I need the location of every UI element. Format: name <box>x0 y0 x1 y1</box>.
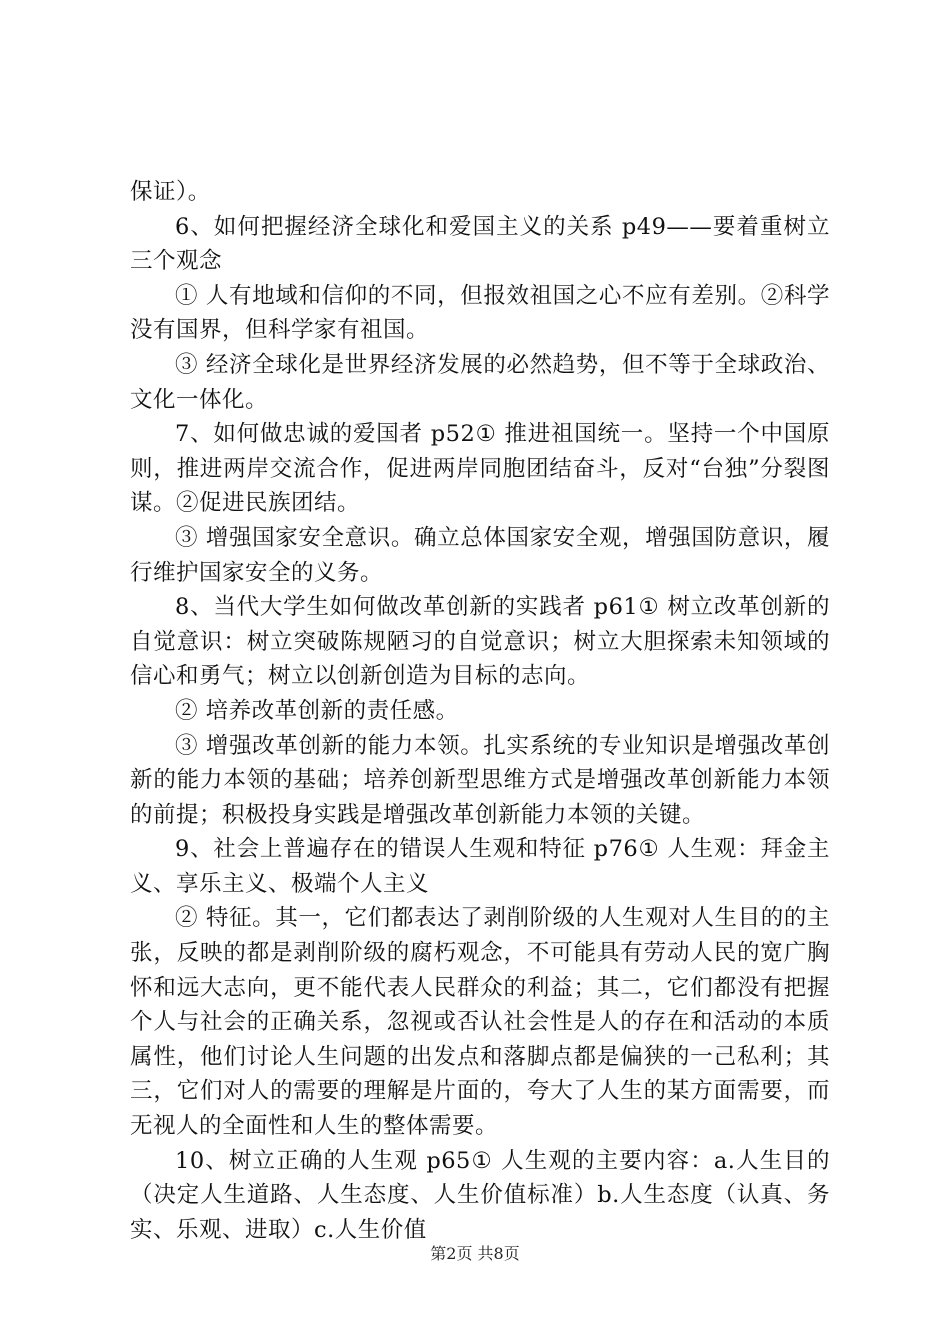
page-number-footer: 第2页 共8页 <box>430 1244 520 1263</box>
paragraph-7: 8、当代大学生如何做改革创新的实践者 p61① 树立改革创新的自觉意识：树立突破陈规陋习的自觉意识；树立大胆探索未知领域的信心和勇气；树立以创新创造为目标的志向。 <box>130 594 830 690</box>
paragraph-4: ③ 经济全球化是世界经济发展的必然趋势，但不等于全球政治、文化一体化。 <box>130 351 830 413</box>
paragraph-6: ③ 增强国家安全意识。确立总体国家安全观，增强国防意识，履行维护国家安全的义务。 <box>130 524 830 586</box>
paragraph-5: 7、如何做忠诚的爱国者 p52① 推进祖国统一。坚持一个中国原则，推进两岸交流合作，促进两岸同胞团结奋斗，反对“台独”分裂图谋。②促进民族团结。 <box>130 421 830 517</box>
paragraph-2: 6、如何把握经济全球化和爱国主义的关系 p49——要着重树立三个观念 <box>130 213 830 275</box>
paragraph-9: ③ 增强改革创新的能力本领。扎实系统的专业知识是增强改革创新的能力本领的基础；培养创新型思维方式是增强改革创新能力本领的前提；积极投身实践是增强改革创新能力本领的关键。 <box>130 732 830 828</box>
paragraph-11: ② 特征。其一，它们都表达了剥削阶级的人生观对人生目的的主张，反映的都是剥削阶级的腐朽观念，不可能具有劳动人民的宽广胸怀和远大志向，更不能代表人民群众的利益；其二，它们都没有把握个人与社会的正确关系，忽视或否认社会性是人的存在和活动的本质属性，他们讨论人生问题的出发点和落脚点都是偏狭的一己私利；其三，它们对人的需要的理解是片面的，夸大了人生的某方面需要，而无视人的全面性和人生的整体需要。 <box>130 905 830 1140</box>
paragraph-3: ① 人有地域和信仰的不同，但报效祖国之心不应有差别。②科学没有国界，但科学家有祖国。 <box>130 282 830 344</box>
paragraph-12: 10、树立正确的人生观 p65① 人生观的主要内容：a.人生目的（决定人生道路、人生态度、人生价值标准）b.人生态度（认真、务实、乐观、进取）c.人生价值 <box>130 1147 830 1243</box>
paragraph-8: ② 培养改革创新的责任感。 <box>175 697 459 724</box>
document-body <box>130 175 830 1247</box>
paragraph-10: 9、社会上普遍存在的错误人生观和特征 p76① 人生观：拜金主义、享乐主义、极端个人主义 <box>130 836 830 897</box>
paragraph-1: 保证）。 <box>130 179 211 205</box>
